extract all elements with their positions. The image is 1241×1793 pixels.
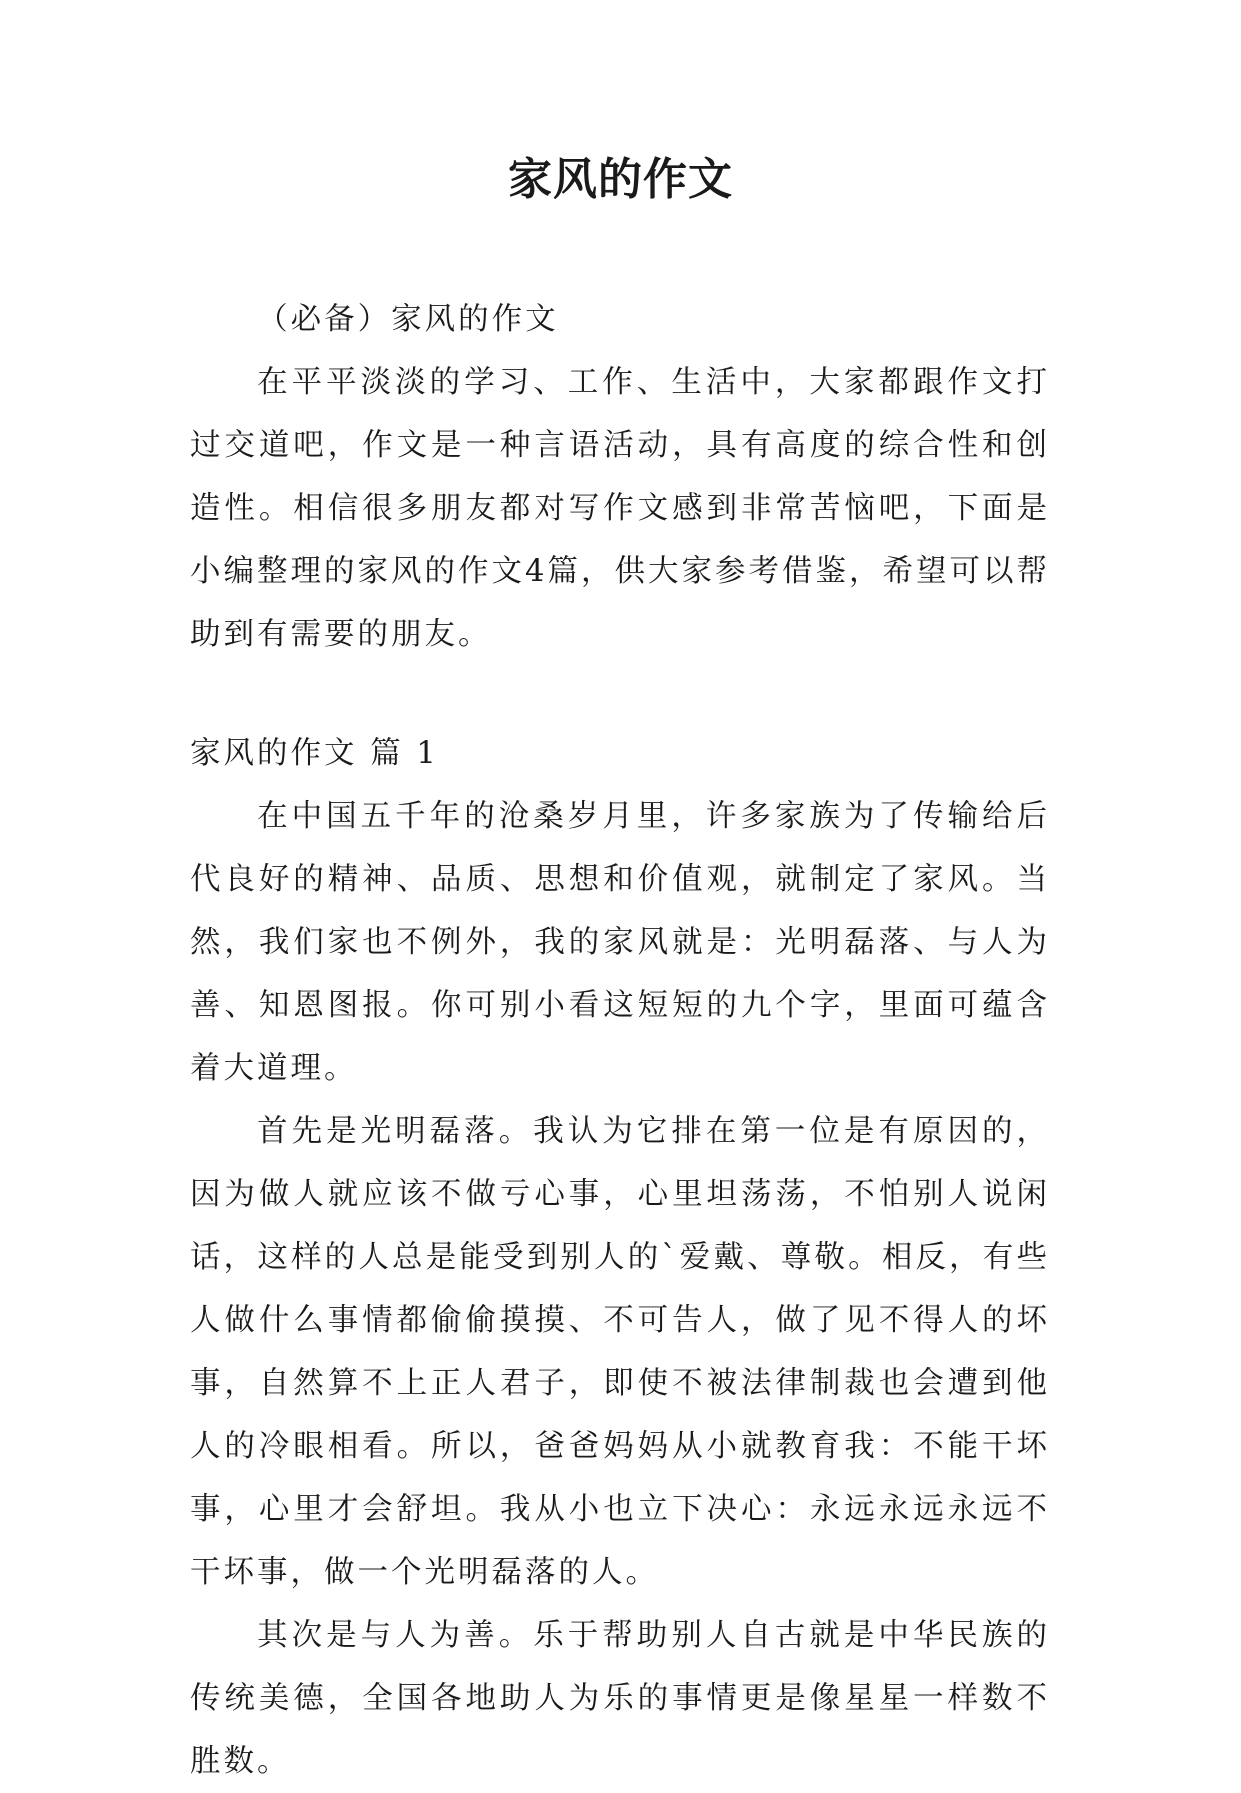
document-title: 家风的作文 — [508, 154, 733, 205]
section-paragraph: 其次是与人为善。乐于帮助别人自古就是中华民族的传统美德，全国各地助人为乐的事情更是像星星一样数不胜数。 — [190, 1618, 1050, 1779]
document-body — [190, 288, 1050, 1793]
section-heading: 家风的作文 篇 1 — [190, 736, 439, 771]
section-paragraph: 在中国五千年的沧桑岁月里，许多家族为了传输给后代良好的精神、品质、思想和价值观，就制定了家风。当然，我们家也不例外，我的家风就是：光明磊落、与人为善、知恩图报。你可别小看这短短的九个字，里面可蕴含着大道理。 — [190, 799, 1050, 1086]
intro-heading: （必备）家风的作文 — [257, 302, 559, 337]
section-paragraph: 首先是光明磊落。我认为它排在第一位是有原因的，因为做人就应该不做亏心事，心里坦荡荡，不怕别人说闲话，这样的人总是能受到别人的`爱戴、尊敬。相反，有些人做什么事情都偷偷摸摸、不可告人，做了见不得人的坏事，自然算不上正人君子，即使不被法律制裁也会遭到他人的冷眼相看。所以，爸爸妈妈从小就教育我：不能干坏事，心里才会舒坦。我从小也立下决心：永远永远永远不干坏事，做一个光明磊落的人。 — [190, 1114, 1050, 1590]
section-spacer — [190, 666, 1050, 722]
intro-paragraph: 在平平淡淡的学习、工作、生活中，大家都跟作文打过交道吧，作文是一种言语活动，具有高度的综合性和创造性。相信很多朋友都对写作文感到非常苦恼吧，下面是小编整理的家风的作文4篇，供大家参考借鉴，希望可以帮助到有需要的朋友。 — [190, 365, 1050, 652]
